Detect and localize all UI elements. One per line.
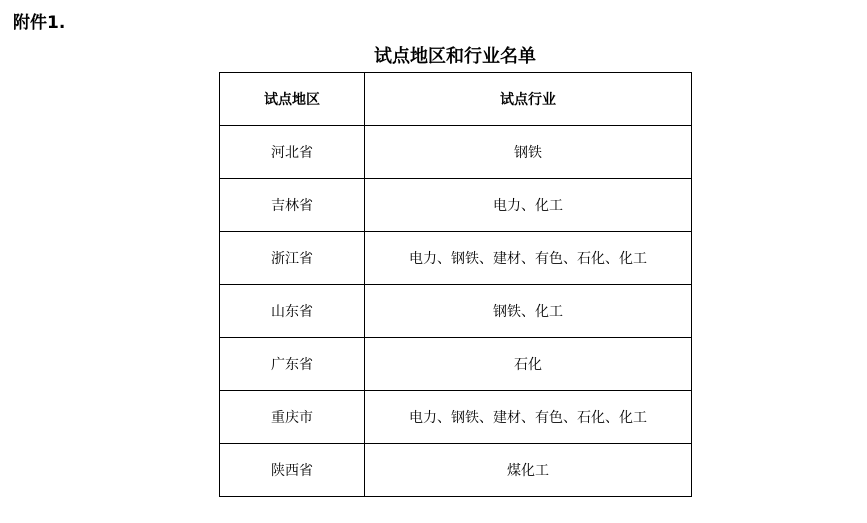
table-row (220, 232, 692, 285)
region-cell: 山东省 (220, 285, 365, 338)
table-row (220, 391, 692, 444)
industry-cell: 电力、钢铁、建材、有色、石化、化工 (365, 232, 692, 285)
industry-cell: 石化 (365, 338, 692, 391)
header-industry: 试点行业 (365, 73, 692, 126)
region-cell: 广东省 (220, 338, 365, 391)
table-row (220, 126, 692, 179)
industry-cell: 电力、钢铁、建材、有色、石化、化工 (365, 391, 692, 444)
industry-cell: 电力、化工 (365, 179, 692, 232)
pilot-list-table (219, 72, 692, 497)
industry-cell: 煤化工 (365, 444, 692, 497)
region-cell: 重庆市 (220, 391, 365, 444)
table-row (220, 338, 692, 391)
table-header-row (220, 73, 692, 126)
attachment-label: 附件1. (13, 13, 66, 33)
region-cell: 陕西省 (220, 444, 365, 497)
region-cell: 吉林省 (220, 179, 365, 232)
region-cell: 河北省 (220, 126, 365, 179)
table-row (220, 444, 692, 497)
industry-cell: 钢铁 (365, 126, 692, 179)
table-row (220, 179, 692, 232)
document-title: 试点地区和行业名单 (374, 46, 536, 67)
region-cell: 浙江省 (220, 232, 365, 285)
table-row (220, 285, 692, 338)
header-region: 试点地区 (220, 73, 365, 126)
industry-cell: 钢铁、化工 (365, 285, 692, 338)
